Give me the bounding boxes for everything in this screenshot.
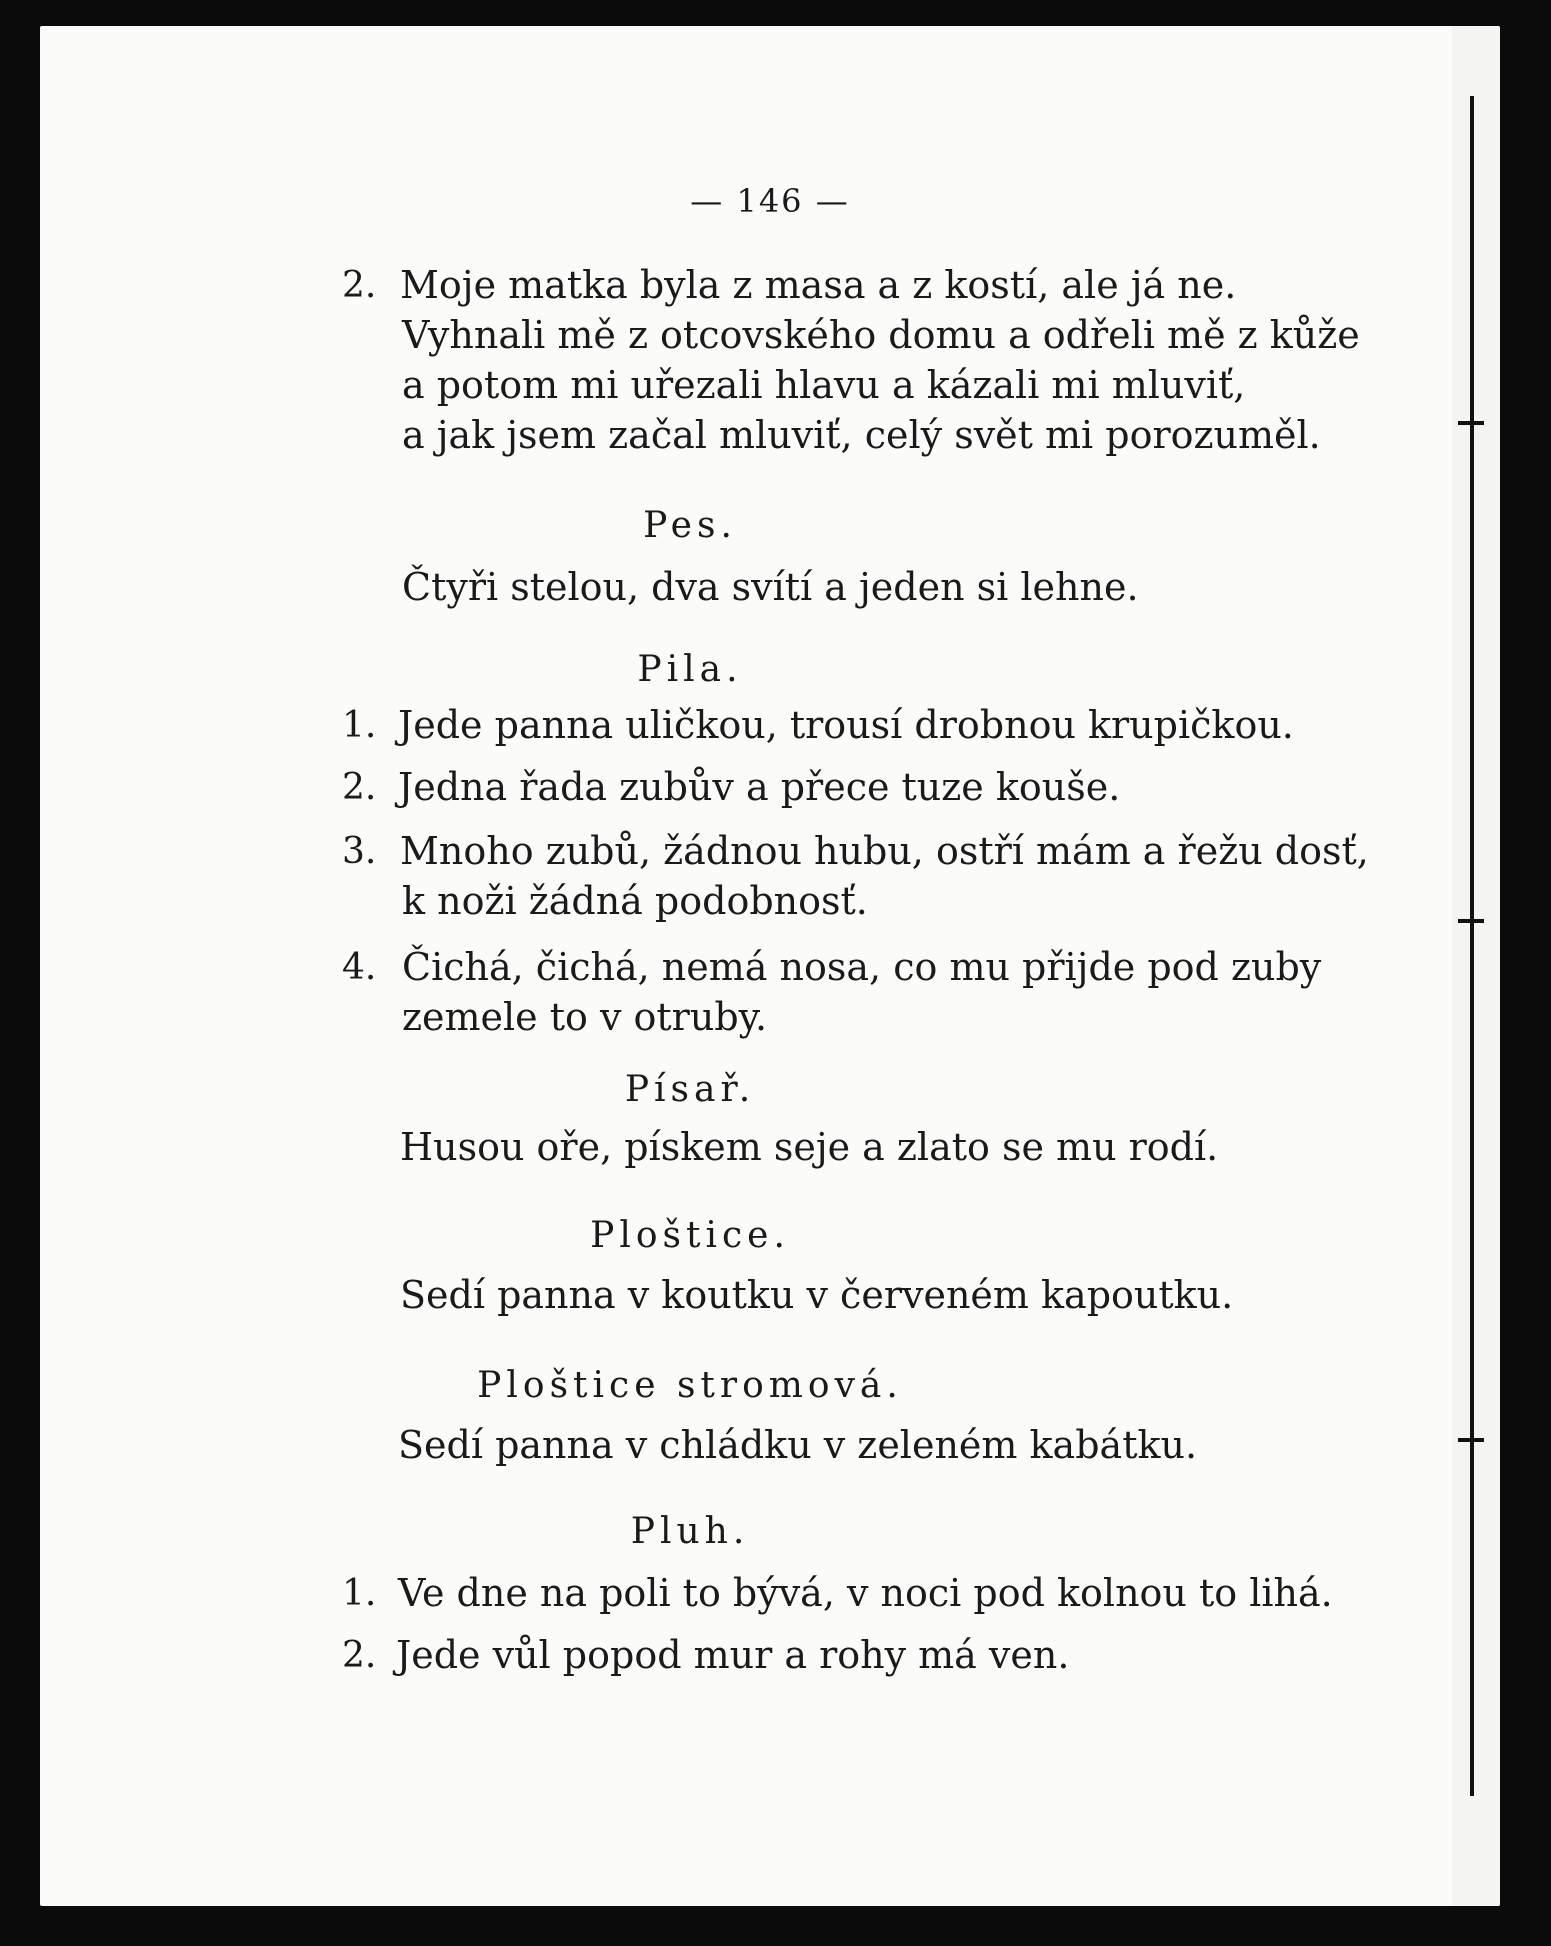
- text-line: Jede vůl popod mur a rohy má ven.: [396, 1633, 1070, 1677]
- text-line: Jede panna uličkou, trousí drobnou krupičkou.: [398, 703, 1294, 747]
- text-line: Mnoho zubů, žádnou hubu, ostří mám a řežu dosť,: [400, 829, 1369, 873]
- item-number: 2.: [342, 767, 377, 808]
- item-number: 1.: [342, 1573, 377, 1614]
- text-line: Čtyři stelou, dva svítí a jeden si lehne.: [402, 565, 1139, 609]
- text-line: Sedí panna v chládku v zeleném kabátku.: [398, 1423, 1198, 1467]
- text-line: a jak jsem začal mluviť, celý svět mi porozuměl.: [402, 413, 1321, 457]
- riddle-heading: Pila.: [637, 649, 743, 690]
- riddle-heading: Ploštice stromová.: [477, 1365, 903, 1406]
- book-page: [40, 26, 1500, 1906]
- item-number: 3.: [342, 831, 377, 872]
- binding-rule: [1470, 96, 1474, 1796]
- item-number: 2.: [342, 265, 377, 306]
- riddle-heading: Ploštice.: [590, 1215, 790, 1256]
- item-number: 2.: [342, 1635, 377, 1676]
- text-line: k noži žádná podobnosť.: [402, 879, 868, 923]
- text-line: Ve dne na poli to bývá, v noci pod kolnou to lihá.: [398, 1571, 1333, 1615]
- page-binding-edge: [1452, 26, 1500, 1906]
- text-line: Vyhnali mě z otcovského domu a odřeli mě z kůže: [402, 313, 1360, 357]
- binding-tick: [1458, 1438, 1484, 1442]
- text-line: Husou oře, pískem seje a zlato se mu rodí.: [400, 1125, 1219, 1169]
- text-line: Moje matka byla z masa a z kostí, ale já ne.: [400, 263, 1237, 307]
- text-line: zemele to v otruby.: [402, 995, 768, 1039]
- text-line: Jedna řada zubův a přece tuze kouše.: [398, 765, 1121, 809]
- binding-tick: [1458, 919, 1484, 923]
- page-number: — 146 —: [690, 182, 850, 220]
- text-line: a potom mi uřezali hlavu a kázali mi mluviť,: [402, 363, 1246, 407]
- text-line: Sedí panna v koutku v červeném kapoutku.: [400, 1273, 1234, 1317]
- item-number: 4.: [342, 947, 377, 988]
- riddle-heading: Pluh.: [630, 1511, 750, 1552]
- item-number: 1.: [342, 705, 377, 746]
- text-line: Čichá, čichá, nemá nosa, co mu přijde pod zuby: [402, 945, 1322, 989]
- riddle-heading: Pes.: [643, 505, 737, 546]
- riddle-heading: Písař.: [624, 1069, 756, 1110]
- binding-tick: [1458, 421, 1484, 425]
